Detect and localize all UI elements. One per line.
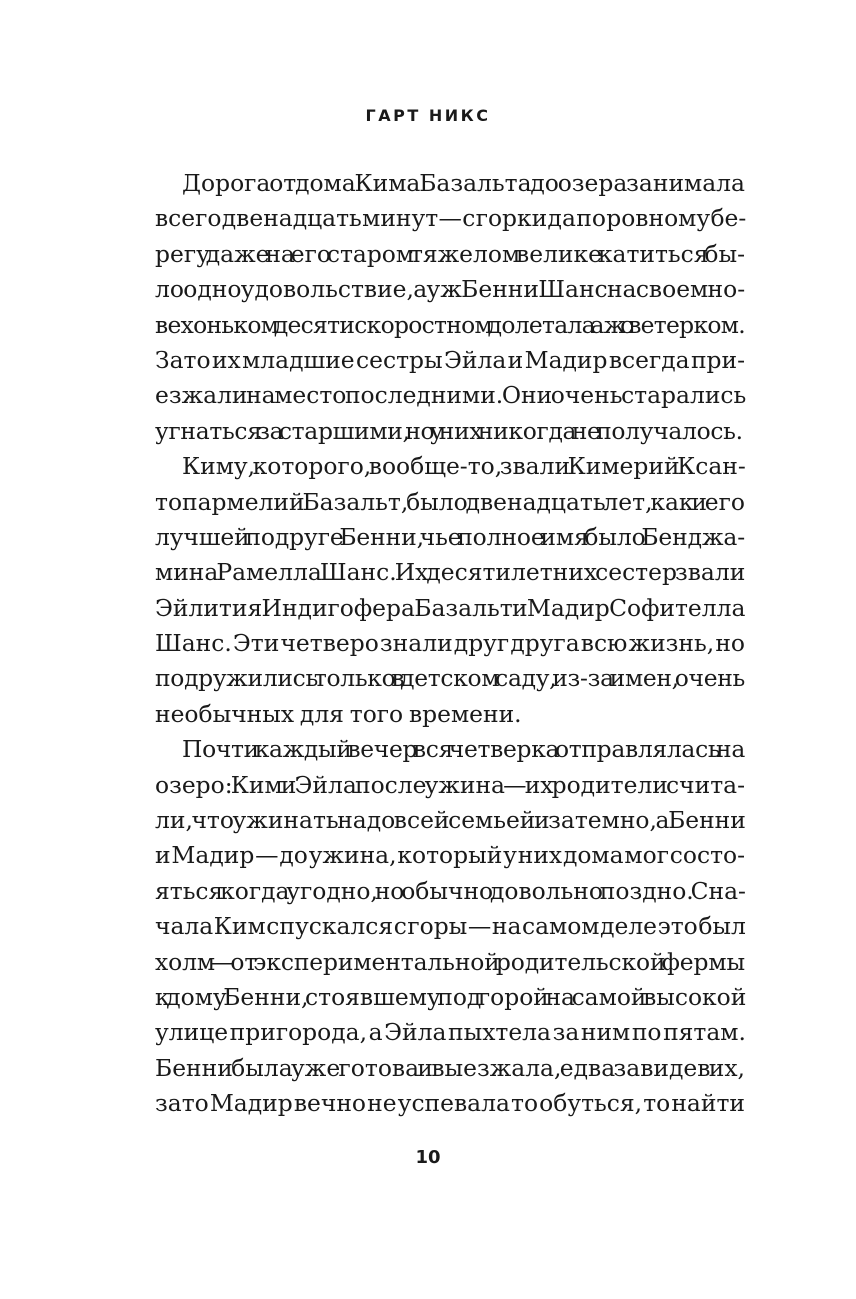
- text-line: лучшей подруге Бенни, чье полное имя было Бенджа-: [155, 522, 746, 551]
- text-line: топармелий Базальт, было двенадцать лет, как и его: [155, 487, 745, 516]
- text-line: Киму, которого, вообще-то, звали Кимерий Ксан-: [182, 452, 746, 481]
- paragraph-3: [155, 732, 745, 1121]
- text-line: зато Мадир вечно не успевала то обуться, то найти: [155, 1089, 745, 1118]
- text-line: всего двенадцать минут — с горки да по ровному бе-: [155, 204, 747, 233]
- paragraph-1: [155, 166, 745, 449]
- page-number: 10: [415, 1147, 441, 1168]
- text-line: к дому Бенни, стоявшему под горой на самой высокой: [155, 982, 747, 1011]
- text-line: и Мадир — до ужина, который у них дома мог состо-: [155, 841, 745, 870]
- text-line: необычных для того времени.: [155, 699, 522, 728]
- text-line: чала Ким спускался с горы — на самом деле это был: [155, 912, 746, 941]
- text-line: улице пригорода, а Эйла пыхтела за ним по пятам.: [155, 1018, 746, 1047]
- text-line: Шанс. Эти четверо знали друг друга всю жизнь, но: [155, 629, 745, 658]
- text-line: озеро: Ким и Эйла после ужина — их родители счита-: [155, 770, 745, 799]
- text-line: ли, что ужинать надо всей семьей и затемно, а Бенни: [155, 806, 746, 835]
- body-text: [155, 166, 745, 1122]
- text-line: мина Рамелла Шанс. Их десятилетних сестер звали: [155, 558, 746, 587]
- text-line: ло одно удовольствие, а уж Бенни Шанс на своем но-: [155, 275, 746, 304]
- text-line: яться когда угодно, но обычно довольно поздно. Сна-: [155, 876, 746, 905]
- text-line: Почти каждый вечер вся четверка отправлялась на: [182, 735, 745, 764]
- text-line: регу даже на его старом тяжелом велике катиться бы-: [155, 239, 745, 268]
- text-line: Эйлития Индигофера Базальт и Мадир Софителла: [155, 593, 746, 622]
- text-line: Зато их младшие сестры Эйла и Мадир всегда при-: [155, 345, 745, 374]
- text-line: угнаться за старшими, но у них никогда не получалось.: [155, 416, 743, 445]
- text-line: холм — от экспериментальной родительской фермы: [155, 947, 745, 976]
- text-line: езжали на место последними. Они очень старались: [155, 381, 747, 410]
- running-head: ГАРТ НИКС: [365, 106, 491, 125]
- text-line: Дорога от дома Кима Базальта до озера занимала: [182, 169, 745, 197]
- paragraph-2: [155, 449, 745, 732]
- text-line: подружились только в детском саду, из-за имен, очень: [155, 664, 745, 693]
- text-line: Бенни была уже готова и выезжала, едва завидев их,: [155, 1053, 745, 1082]
- text-line: вехоньком десятискоростном долетала аж с ветерком.: [155, 310, 745, 339]
